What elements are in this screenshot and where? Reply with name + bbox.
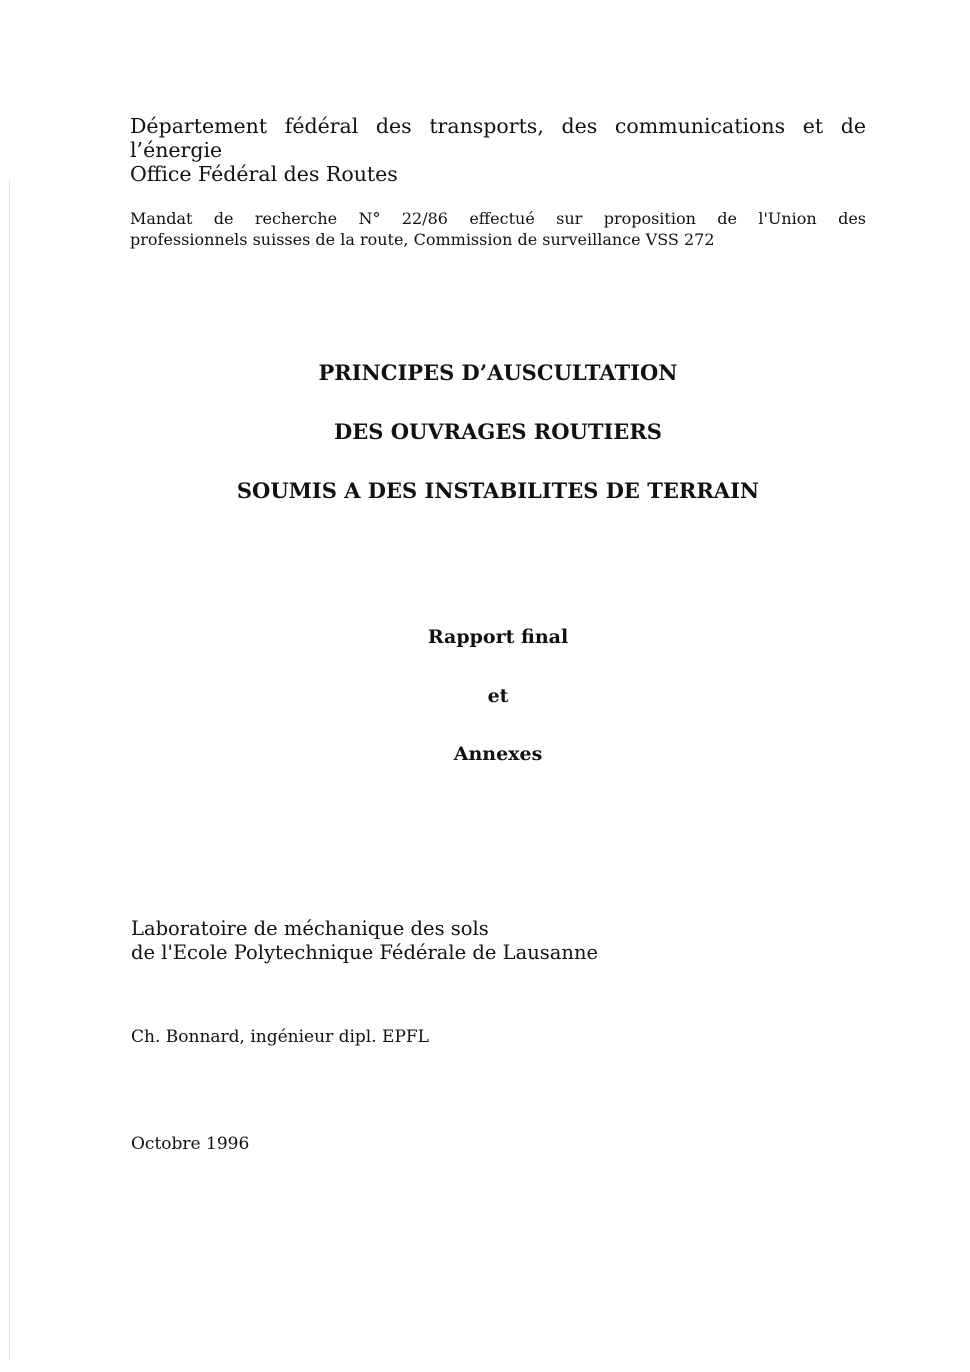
title-line-2: DES OUVRAGES ROUTIERS bbox=[334, 419, 662, 444]
mandate-line-1: Mandat de recherche N° 22/86 effectué sur proposition de l'Union des bbox=[130, 209, 866, 228]
title-line-3: SOUMIS A DES INSTABILITES DE TERRAIN bbox=[236, 478, 760, 503]
laboratory-line-2: de l'Ecole Polytechnique Fédérale de Lausanne bbox=[131, 941, 599, 964]
research-mandate bbox=[130, 208, 866, 250]
title-line-1: PRINCIPES D’AUSCULTATION bbox=[318, 360, 678, 385]
department-line-1: Département fédéral des transports, des communications et de bbox=[130, 114, 866, 138]
annexes-label: Annexes bbox=[453, 743, 543, 765]
report-label: Rapport final bbox=[427, 626, 569, 648]
department-header bbox=[130, 114, 866, 186]
mandate-line-2: professionnels suisses de la route, Commission de surveillance VSS 272 bbox=[130, 230, 715, 249]
publication-date: Octobre 1996 bbox=[131, 1134, 250, 1154]
conjunction-label: et bbox=[487, 685, 509, 707]
scan-page-edge bbox=[9, 180, 10, 1360]
laboratory-block bbox=[131, 917, 831, 965]
author-credit: Ch. Bonnard, ingénieur dipl. EPFL bbox=[131, 1027, 429, 1047]
office-name: Office Fédéral des Routes bbox=[130, 162, 398, 186]
laboratory-line-1: Laboratoire de méchanique des sols bbox=[131, 917, 489, 940]
department-line-2: l’énergie bbox=[130, 138, 223, 162]
